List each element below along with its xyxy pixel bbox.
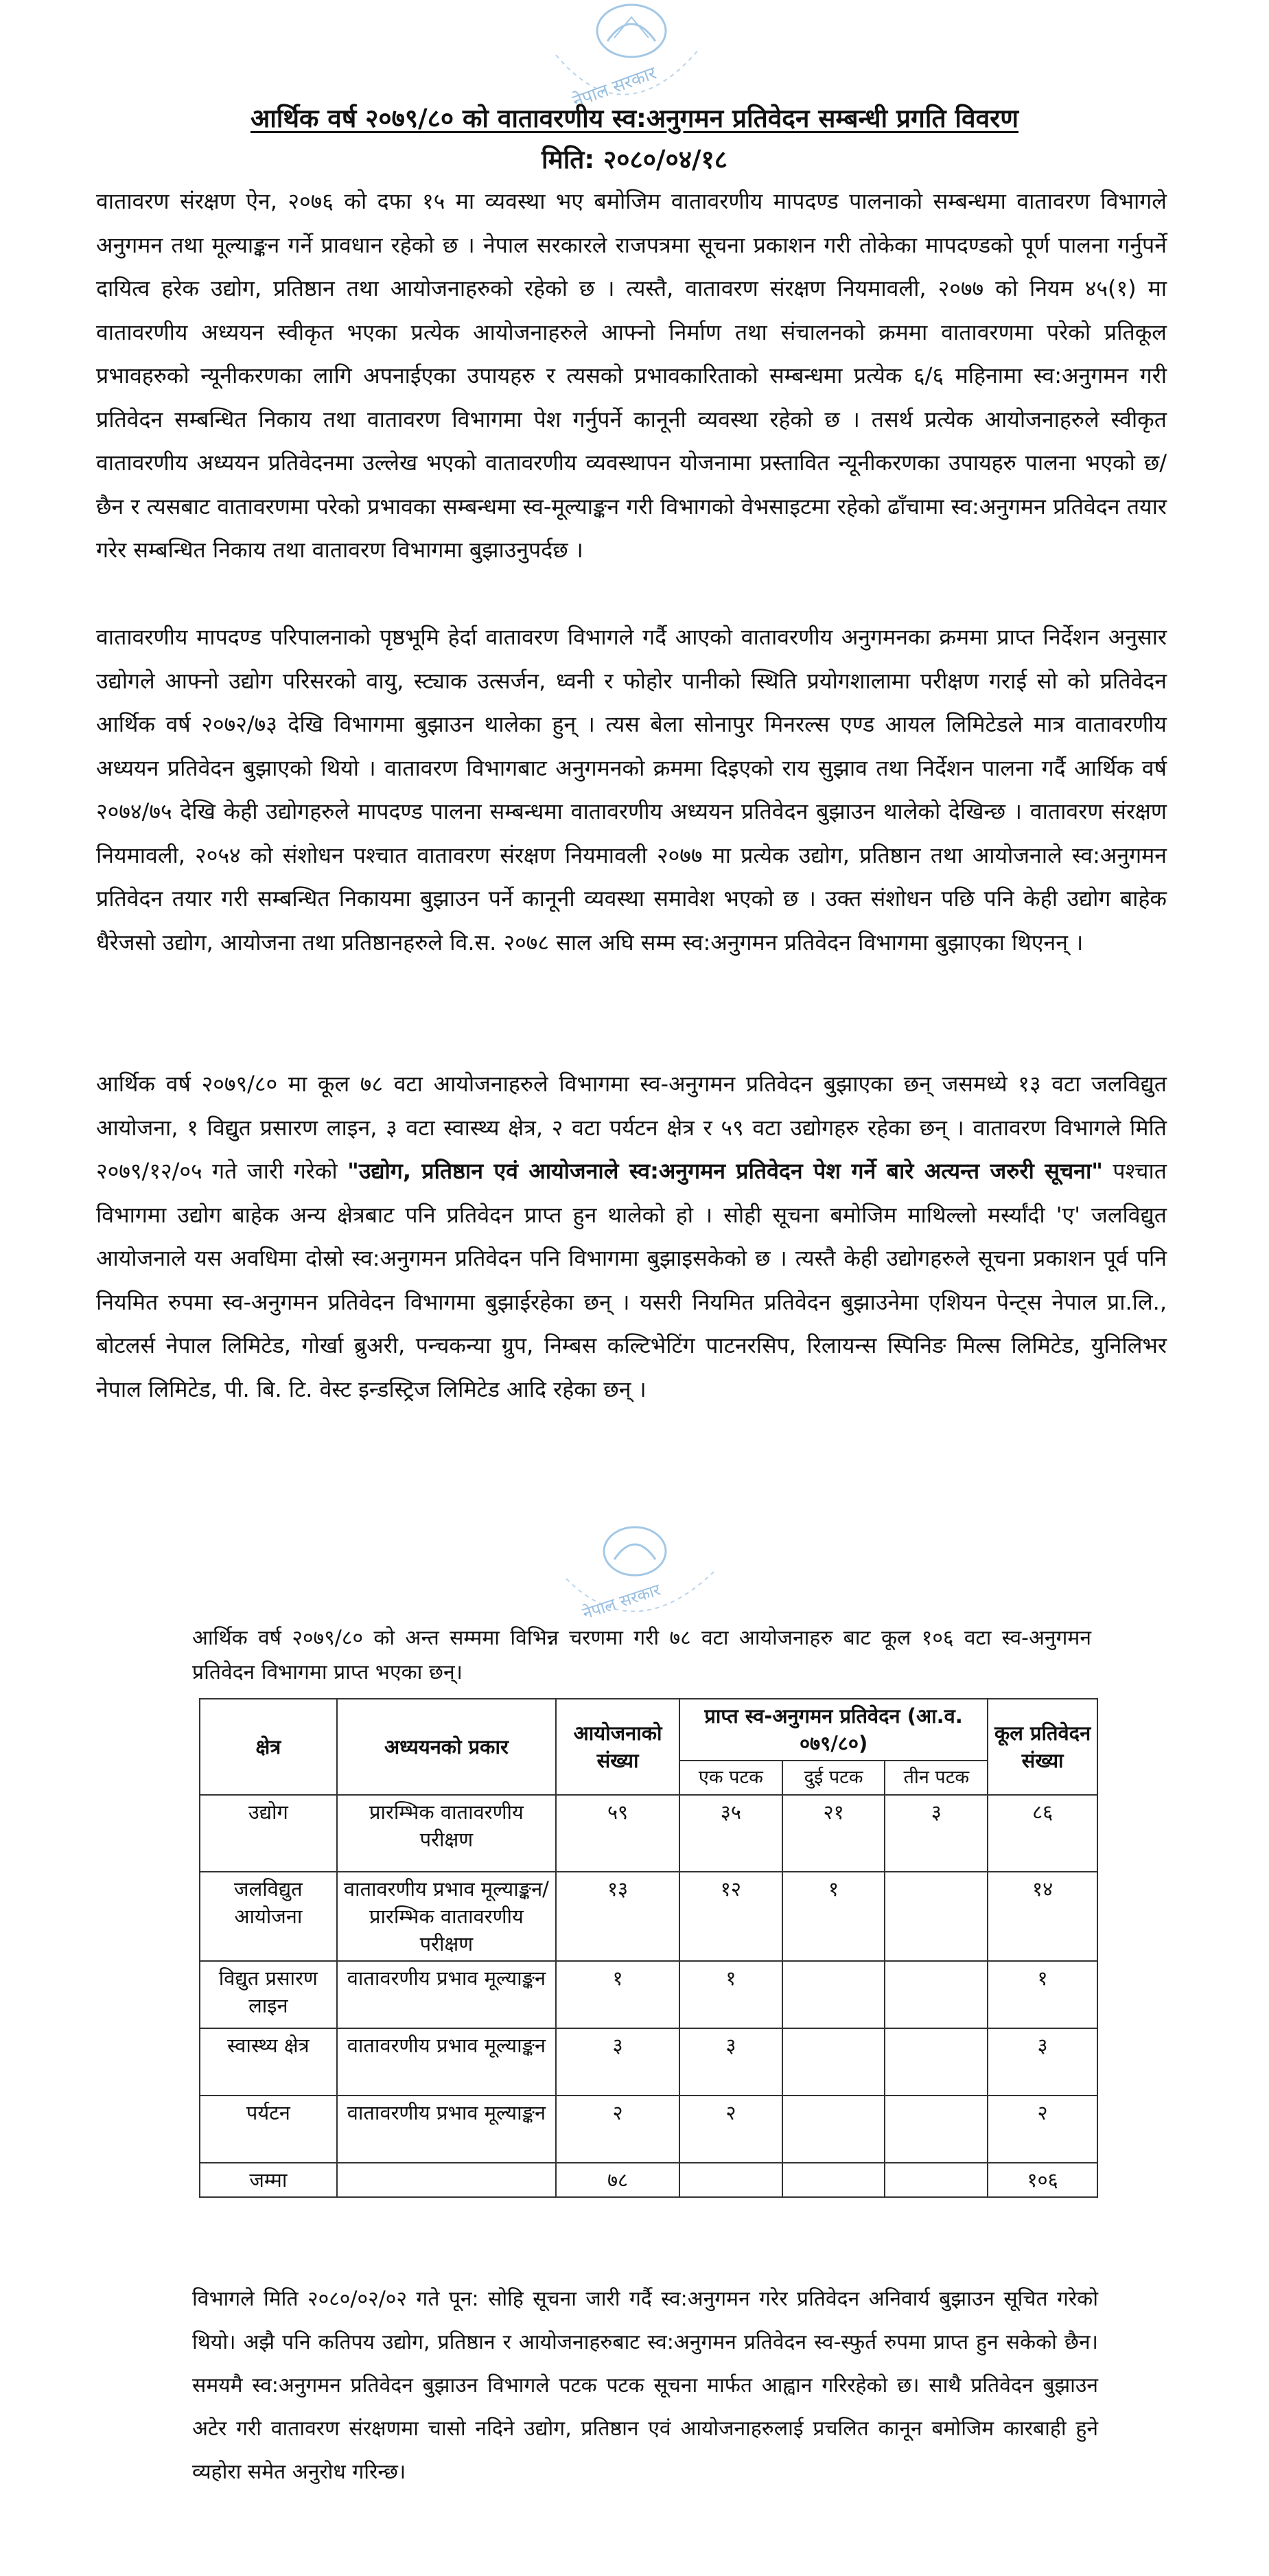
header-twice: दुई पटक	[782, 1761, 885, 1795]
cell-thrice	[885, 2096, 988, 2163]
cell-total: ८६	[988, 1795, 1097, 1872]
header-received-reports: प्राप्त स्व-अनुगमन प्रतिवेदन (आ.व. ०७९/८०)	[679, 1699, 988, 1761]
cell-sector: पर्यटन	[200, 2096, 337, 2163]
cell-total: ३	[988, 2028, 1097, 2096]
header-thrice: तीन पटक	[885, 1761, 988, 1795]
header-once: एक पटक	[679, 1761, 782, 1795]
cell-study-type: वातावरणीय प्रभाव मूल्याङ्कन	[337, 2028, 556, 2096]
cell-study-type: वातावरणीय प्रभाव मूल्याङ्कन	[337, 2096, 556, 2163]
cell-empty	[782, 2163, 885, 2197]
cell-once: ३	[679, 2028, 782, 2096]
cell-sector: उद्योग	[200, 1795, 337, 1872]
header-study-type: अध्ययनको प्रकार	[337, 1699, 556, 1795]
cell-twice	[782, 2096, 885, 2163]
cell-total-label: जम्मा	[200, 2163, 337, 2197]
cell-total: १	[988, 1961, 1097, 2028]
table-row	[200, 1961, 1097, 2028]
cell-thrice	[885, 1872, 988, 1961]
table-row	[200, 2096, 1097, 2163]
document-title: आर्थिक वर्ष २०७९/८० को वातावरणीय स्व:अनुगमन प्रतिवेदन सम्बन्धी प्रगति विवरण	[250, 104, 1019, 133]
paragraph-fy-progress-part-b: पश्चात विभागमा उद्योग बाहेक अन्य क्षेत्रबाट पनि प्रतिवेदन प्राप्त हुन थालेको हो । सोही सूचना बमोजिम माथिल्लो मर्स्यांदी 'ए' जलविद्युत आयोजनाले यस अवधिमा दोस्रो स्व:अनुगमन प्रतिवेदन पनि विभागमा बुझाइसकेको छ । त्यस्तै केही उद्योगहरुले सूचना प्रकाशन पूर्व पनि नियमित रुपमा स्व-अनुगमन प्रतिवेदन विभागमा बुझाईरहेका छन् । यसरी नियमित प्रतिवेदन बुझाउनेमा एशियन पेन्ट्स नेपाल प्रा.लि., बोटलर्स नेपाल लिमिटेड, गोर्खा ब्रुअरी, पन्चकन्या ग्रुप, निम्बस कल्टिभेटिंग पाटनरसिप, रिलायन्स स्पिनिङ मिल्स लिमिटेड, युनिलिभर नेपाल लिमिटेड, पी. बि. टि. वेस्ट इन्डस्ट्रिज लिमिटेड आदि रहेका छन् ।	[96, 1158, 1167, 1402]
table-row	[200, 1795, 1097, 1872]
cell-empty	[679, 2163, 782, 2197]
cell-projects: २	[556, 2096, 679, 2163]
table-total-row	[200, 2163, 1097, 2197]
svg-text:नेपाल सरकार: नेपाल सरकार	[570, 62, 660, 113]
table-row	[200, 1872, 1097, 1961]
paragraph-fy-progress	[96, 1063, 1167, 1411]
notice-title-bold: "उद्योग, प्रतिष्ठान एवं आयोजनाले स्व:अनुगमन प्रतिवेदन पेश गर्ने बारे अत्यन्त जरुरी सूचना"	[347, 1158, 1103, 1184]
self-monitoring-report-table	[199, 1698, 1098, 2198]
cell-twice	[782, 2028, 885, 2096]
cell-sector: विद्युत प्रसारण लाइन	[200, 1961, 337, 2028]
paragraph-closing-notice: विभागले मिति २०८०/०२/०२ गते पून: सोहि सूचना जारी गर्दै स्व:अनुगमन गरेर प्रतिवेदन अनिवार्य बुझाउन सूचित गरेको थियो। अझै पनि कतिपय उद्योग, प्रतिष्ठान र आयोजनाहरुबाट स्व:अनुगमन प्रतिवेदन स्व-स्फुर्त रुपमा प्राप्त हुन सकेको छैन। समयमै स्व:अनुगमन प्रतिवेदन बुझाउन विभागले पटक पटक सूचना मार्फत आह्वान गरिरहेको छ। साथै प्रतिवेदन बुझाउन अटेर गरी वातावरण संरक्षणमा चासो नदिने उद्योग, प्रतिष्ठान एवं आयोजनाहरुलाई प्रचलित कानून बमोजिम कारबाही हुने व्यहोरा समेत अनुरोध गरिन्छ।	[192, 2287, 1098, 2484]
header-total-reports: कूल प्रतिवेदन संख्या	[988, 1699, 1097, 1795]
cell-sector: जलविद्युत आयोजना	[200, 1872, 337, 1961]
cell-total-projects: ७८	[556, 2163, 679, 2197]
document-date: मिति: २०८०/०४/१८	[541, 145, 727, 174]
cell-twice: १	[782, 1872, 885, 1961]
cell-thrice	[885, 1961, 988, 2028]
cell-once: १	[679, 1961, 782, 2028]
cell-thrice: ३	[885, 1795, 988, 1872]
paragraph-fy-progress-part-a: आर्थिक वर्ष २०७९/८० मा कूल ७८ वटा आयोजनाहरुले विभागमा स्व-अनुगमन प्रतिवेदन बुझाएका छन् जसमध्ये १३ वटा जलविद्युत आयोजना, १ विद्युत प्रसारण लाइन, ३ वटा स्वास्थ्य क्षेत्र, २ वटा पर्यटन क्षेत्र र ५९ वटा उद्योगहरु रहेका छन् । वातावरण विभागले मिति २०७९/१२/०५ गते जारी गरेको	[96, 1071, 1167, 1184]
header-sector: क्षेत्र	[200, 1699, 337, 1795]
table-intro-text: आर्थिक वर्ष २०७९/८० को अन्त सम्ममा विभिन्न चरणमा गरी ७८ वटा आयोजनाहरु बाट कूल १०६ वटा स्व-अनुगमन प्रतिवेदन विभागमा प्राप्त भएका छन्।	[192, 1626, 1091, 1684]
cell-empty	[885, 2163, 988, 2197]
paragraph-legal-provision: वातावरण संरक्षण ऐन, २०७६ को दफा १५ मा व्यवस्था भए बमोजिम वातावरणीय मापदण्ड पालनाको सम्बन्धमा वातावरण विभागले अनुगमन तथा मूल्याङ्कन गर्ने प्रावधान रहेको छ । नेपाल सरकारले राजपत्रमा सूचना प्रकाशन गरी तोकेका मापदण्डको पूर्ण पालना गर्नुपर्ने दायित्व हरेक उद्योग, प्रतिष्ठान तथा आयोजनाहरुको रहेको छ । त्यस्तै, वातावरण संरक्षण नियमावली, २०७७ को नियम ४५(१) मा वातावरणीय अध्ययन स्वीकृत भएका प्रत्येक आयोजनाहरुले आफ्नो निर्माण तथा संचालनको क्रममा वातावरणमा परेको प्रतिकूल प्रभावहरुको न्यूनीकरणका लागि अपनाईएका उपायहरु र त्यसको प्रभावकारिताको सम्बन्धमा प्रत्येक ६/६ महिनामा स्व:अनुगमन गरी प्रतिवेदन सम्बन्धित निकाय तथा वातावरण विभागमा पेश गर्नुपर्ने कानूनी व्यवस्था रहेको छ । तसर्थ प्रत्येक आयोजनाहरुले स्वीकृत वातावरणीय अध्ययन प्रतिवेदनमा उल्लेख भएको वातावरणीय व्यवस्थापन योजनामा प्रस्तावित न्यूनीकरणका उपायहरु पालना भएको छ/छैन र त्यसबाट वातावरणमा परेको प्रभावका सम्बन्धमा स्व-मूल्याङ्कन गरी विभागको वेभसाइटमा रहेको ढाँचामा स्व:अनुगमन प्रतिवेदन तयार गरेर सम्बन्धित निकाय तथा वातावरण विभागमा बुझाउनुपर्दछ ।	[96, 188, 1167, 563]
cell-projects: १३	[556, 1872, 679, 1961]
cell-empty	[337, 2163, 556, 2197]
cell-total: २	[988, 2096, 1097, 2163]
cell-once: ३५	[679, 1795, 782, 1872]
cell-study-type: वातावरणीय प्रभाव मूल्याङ्कन/ प्रारम्भिक वातावरणीय परीक्षण	[337, 1872, 556, 1961]
paragraph-background: वातावरणीय मापदण्ड परिपालनाको पृष्ठभूमि हेर्दा वातावरण विभागले गर्दै आएको वातावरणीय अनुगमनका क्रममा प्राप्त निर्देशन अनुसार उद्योगले आफ्नो उद्योग परिसरको वायु, स्ट्याक उत्सर्जन, ध्वनी र फोहोर पानीको स्थिति प्रयोगशालामा परीक्षण गराई सो को प्रतिवेदन आर्थिक वर्ष २०७२/७३ देखि विभागमा बुझाउन थालेका हुन् । त्यस बेला सोनापुर मिनरल्स एण्ड आयल लिमिटेडले मात्र वातावरणीय अध्ययन प्रतिवेदन बुझाएको थियो । वातावरण विभागबाट अनुगमनको क्रममा दिइएको राय सुझाव तथा निर्देशन पालना गर्दै आर्थिक वर्ष २०७४/७५ देखि केही उद्योगहरुले मापदण्ड पालना सम्बन्धमा वातावरणीय अध्ययन प्रतिवेदन बुझाउन थालेको देखिन्छ । वातावरण संरक्षण नियमावली, २०५४ को संशोधन पश्चात वातावरण संरक्षण नियमावली २०७७ मा प्रत्येक उद्योग, प्रतिष्ठान तथा आयोजनाले स्व:अनुगमन प्रतिवेदन तयार गरी सम्बन्धित निकायमा बुझाउन पर्ने कानूनी व्यवस्था समावेश भएको छ । उक्त संशोधन पछि पनि केही उद्योग बाहेक धैरेजसो उद्योग, आयोजना तथा प्रतिष्ठानहरुले वि.स. २०७८ साल अघि सम्म स्व:अनुगमन प्रतिवेदन विभागमा बुझाएका थिएनन् ।	[96, 624, 1167, 955]
cell-projects: ३	[556, 2028, 679, 2096]
cell-twice: २१	[782, 1795, 885, 1872]
cell-once: १२	[679, 1872, 782, 1961]
cell-twice	[782, 1961, 885, 2028]
cell-once: २	[679, 2096, 782, 2163]
cell-projects: १	[556, 1961, 679, 2028]
cell-projects: ५९	[556, 1795, 679, 1872]
svg-text:नेपाल सरकार: नेपाल सरकार	[580, 1579, 663, 1623]
header-project-count: आयोजनाको संख्या	[556, 1699, 679, 1795]
cell-thrice	[885, 2028, 988, 2096]
cell-study-type: वातावरणीय प्रभाव मूल्याङ्कन	[337, 1961, 556, 2028]
cell-study-type: प्रारम्भिक वातावरणीय परीक्षण	[337, 1795, 556, 1872]
table-row	[200, 2028, 1097, 2096]
cell-sector: स्वास्थ्य क्षेत्र	[200, 2028, 337, 2096]
cell-total-reports: १०६	[988, 2163, 1097, 2197]
cell-total: १४	[988, 1872, 1097, 1961]
